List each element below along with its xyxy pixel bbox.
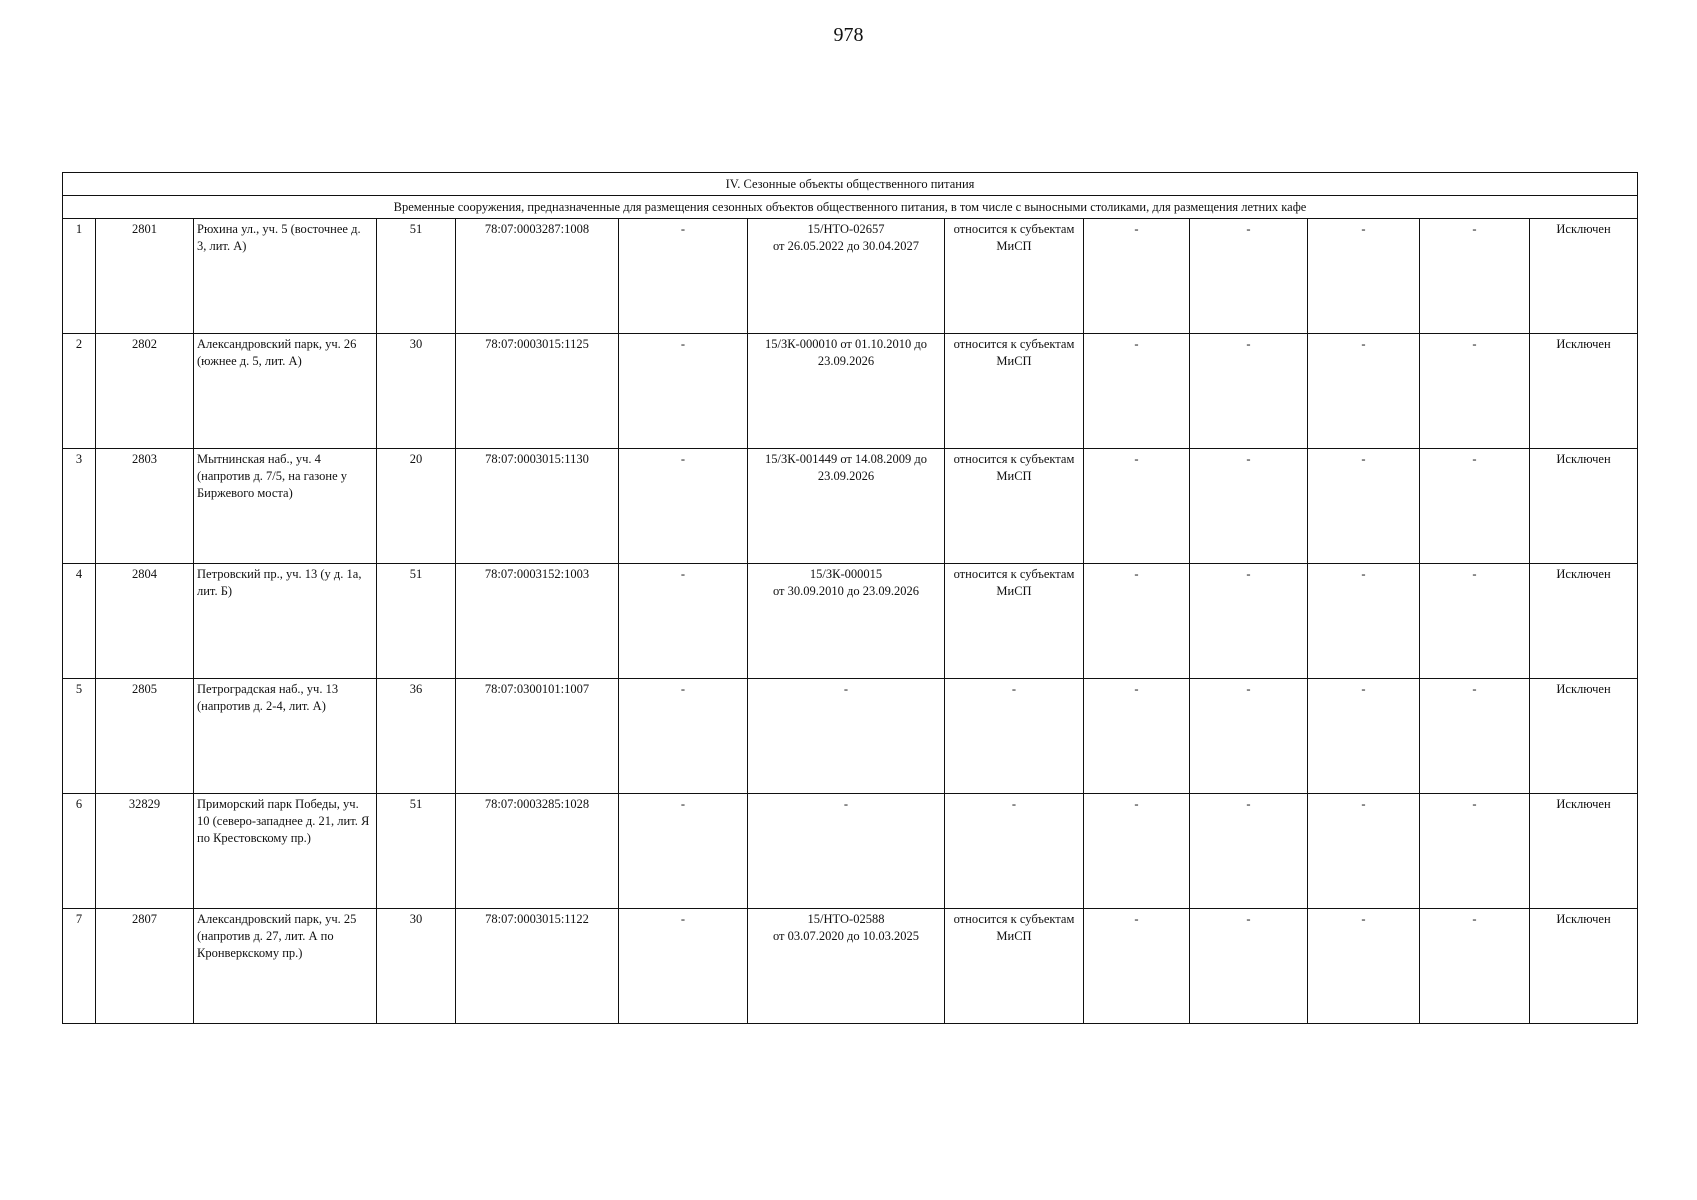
cadastral-number-cell: 78:07:0300101:1007 — [456, 679, 619, 794]
column-10-cell: - — [1190, 219, 1308, 334]
smsp-status-cell: - — [945, 794, 1084, 909]
column-9-cell: - — [1084, 219, 1190, 334]
cadastral-number-cell: 78:07:0003015:1125 — [456, 334, 619, 449]
table-row — [63, 564, 1638, 679]
column-11-cell: - — [1308, 219, 1420, 334]
column-9-cell: - — [1084, 794, 1190, 909]
contract-cell: - — [748, 679, 945, 794]
column-9-cell: - — [1084, 449, 1190, 564]
column-6-cell: - — [619, 679, 748, 794]
contract-cell: 15/ЗК-001449 от 14.08.2009 до 23.09.2026 — [748, 449, 945, 564]
table-row — [63, 219, 1638, 334]
column-6-cell: - — [619, 219, 748, 334]
object-code-cell: 2807 — [96, 909, 194, 1024]
row-number-cell: 5 — [63, 679, 96, 794]
column-6-cell: - — [619, 449, 748, 564]
smsp-status-cell: относится к субъектам МиСП — [945, 449, 1084, 564]
address-cell: Петроградская наб., уч. 13 (напротив д. 2-4, лит. А) — [194, 679, 377, 794]
row-number-cell: 7 — [63, 909, 96, 1024]
address-cell: Александровский парк, уч. 26 (южнее д. 5, лит. А) — [194, 334, 377, 449]
column-12-cell: - — [1420, 909, 1530, 1024]
column-12-cell: - — [1420, 794, 1530, 909]
cadastral-number-cell: 78:07:0003152:1003 — [456, 564, 619, 679]
cadastral-number-cell: 78:07:0003287:1008 — [456, 219, 619, 334]
column-12-cell: - — [1420, 679, 1530, 794]
column-11-cell: - — [1308, 909, 1420, 1024]
smsp-status-cell: относится к субъектам МиСП — [945, 334, 1084, 449]
column-9-cell: - — [1084, 679, 1190, 794]
area-cell: 30 — [377, 334, 456, 449]
table-row — [63, 334, 1638, 449]
column-10-cell: - — [1190, 679, 1308, 794]
cadastral-number-cell: 78:07:0003015:1130 — [456, 449, 619, 564]
smsp-status-cell: относится к субъектам МиСП — [945, 564, 1084, 679]
column-9-cell: - — [1084, 334, 1190, 449]
column-11-cell: - — [1308, 334, 1420, 449]
contract-cell: 15/ЗК-000015 от 30.09.2010 до 23.09.2026 — [748, 564, 945, 679]
area-cell: 51 — [377, 794, 456, 909]
contract-cell: 15/ЗК-000010 от 01.10.2010 до 23.09.2026 — [748, 334, 945, 449]
address-cell: Рюхина ул., уч. 5 (восточнее д. 3, лит. А) — [194, 219, 377, 334]
status-cell: Исключен — [1530, 679, 1638, 794]
object-code-cell: 2802 — [96, 334, 194, 449]
status-cell: Исключен — [1530, 219, 1638, 334]
column-9-cell: - — [1084, 564, 1190, 679]
column-10-cell: - — [1190, 564, 1308, 679]
column-12-cell: - — [1420, 449, 1530, 564]
address-cell: Мытнинская наб., уч. 4 (напротив д. 7/5, на газоне у Биржевого моста) — [194, 449, 377, 564]
contract-cell: 15/НТО-02588 от 03.07.2020 до 10.03.2025 — [748, 909, 945, 1024]
section-title-row — [63, 173, 1638, 196]
object-code-cell: 32829 — [96, 794, 194, 909]
table-row — [63, 449, 1638, 564]
smsp-status-cell: - — [945, 679, 1084, 794]
row-number-cell: 6 — [63, 794, 96, 909]
address-cell: Александровский парк, уч. 25 (напротив д. 27, лит. А по Кронверкскому пр.) — [194, 909, 377, 1024]
cadastral-number-cell: 78:07:0003285:1028 — [456, 794, 619, 909]
column-10-cell: - — [1190, 334, 1308, 449]
smsp-status-cell: относится к субъектам МиСП — [945, 219, 1084, 334]
column-12-cell: - — [1420, 334, 1530, 449]
address-cell: Приморский парк Победы, уч. 10 (северо-западнее д. 21, лит. Я по Крестовскому пр.) — [194, 794, 377, 909]
column-9-cell: - — [1084, 909, 1190, 1024]
object-code-cell: 2805 — [96, 679, 194, 794]
column-10-cell: - — [1190, 794, 1308, 909]
section-subtitle-row — [63, 196, 1638, 219]
address-cell: Петровский пр., уч. 13 (у д. 1а, лит. Б) — [194, 564, 377, 679]
registry-table — [62, 172, 1638, 1024]
smsp-status-cell: относится к субъектам МиСП — [945, 909, 1084, 1024]
table-row — [63, 794, 1638, 909]
column-11-cell: - — [1308, 679, 1420, 794]
status-cell: Исключен — [1530, 794, 1638, 909]
column-6-cell: - — [619, 909, 748, 1024]
column-6-cell: - — [619, 794, 748, 909]
table-row — [63, 909, 1638, 1024]
column-10-cell: - — [1190, 909, 1308, 1024]
status-cell: Исключен — [1530, 909, 1638, 1024]
status-cell: Исключен — [1530, 449, 1638, 564]
column-11-cell: - — [1308, 449, 1420, 564]
status-cell: Исключен — [1530, 334, 1638, 449]
cadastral-number-cell: 78:07:0003015:1122 — [456, 909, 619, 1024]
row-number-cell: 3 — [63, 449, 96, 564]
row-number-cell: 2 — [63, 334, 96, 449]
area-cell: 51 — [377, 564, 456, 679]
contract-cell: - — [748, 794, 945, 909]
page-number: 978 — [833, 24, 864, 46]
column-12-cell: - — [1420, 219, 1530, 334]
object-code-cell: 2801 — [96, 219, 194, 334]
column-11-cell: - — [1308, 564, 1420, 679]
object-code-cell: 2804 — [96, 564, 194, 679]
area-cell: 20 — [377, 449, 456, 564]
status-cell: Исключен — [1530, 564, 1638, 679]
section-title: IV. Сезонные объекты общественного питания — [63, 173, 1638, 196]
contract-cell: 15/НТО-02657 от 26.05.2022 до 30.04.2027 — [748, 219, 945, 334]
column-10-cell: - — [1190, 449, 1308, 564]
column-11-cell: - — [1308, 794, 1420, 909]
column-6-cell: - — [619, 334, 748, 449]
table-row — [63, 679, 1638, 794]
column-6-cell: - — [619, 564, 748, 679]
row-number-cell: 4 — [63, 564, 96, 679]
section-subtitle: Временные сооружения, предназначенные для размещения сезонных объектов общественного питания, в том числе с выносными столиками, для размещения летних кафе — [63, 196, 1638, 219]
row-number-cell: 1 — [63, 219, 96, 334]
area-cell: 51 — [377, 219, 456, 334]
area-cell: 36 — [377, 679, 456, 794]
object-code-cell: 2803 — [96, 449, 194, 564]
area-cell: 30 — [377, 909, 456, 1024]
column-12-cell: - — [1420, 564, 1530, 679]
